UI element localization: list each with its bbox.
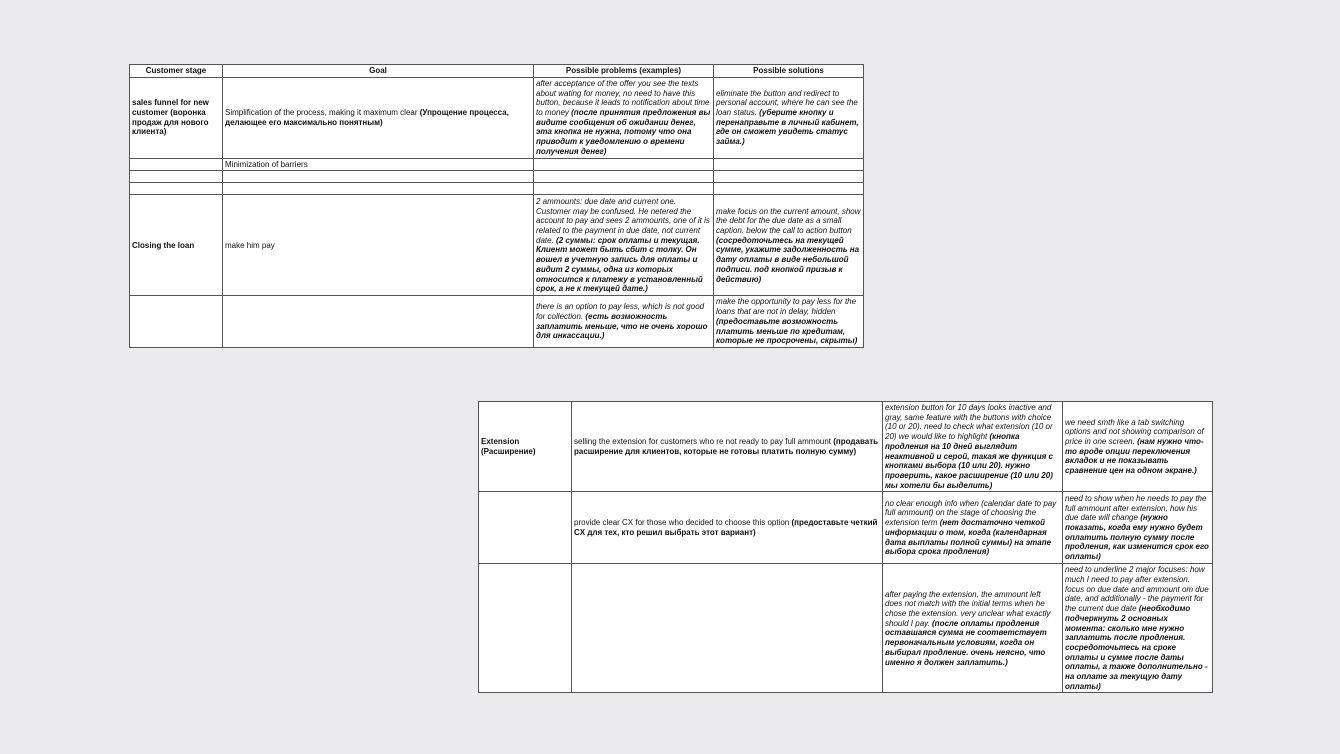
goal-text: selling the extension for customers who re not ready to pay full ammount — [574, 436, 832, 446]
solution-cell[interactable] — [714, 296, 864, 348]
problem-cell[interactable] — [534, 195, 714, 296]
solution-text: make focus on the current amount, show the debt for the due date as a small caption. below the call to action button — [716, 206, 861, 235]
goal-cell[interactable] — [223, 296, 534, 348]
goal-translation: (продавать расширение для клиентов, которые не готовы платить полную сумму) — [574, 436, 879, 456]
solution-cell[interactable] — [714, 158, 864, 171]
solution-translation: (нужно показать, когда ему нужно будет оплатить полную сумму после продления, как изменится срок его оплаты) — [1065, 513, 1209, 562]
header-row — [130, 65, 864, 78]
goal-cell[interactable] — [223, 183, 534, 195]
stage-cell[interactable]: sales funnel for new customer (воронка продаж для нового клиента) — [130, 77, 223, 158]
goal-cell[interactable] — [572, 564, 883, 693]
solution-cell[interactable] — [714, 171, 864, 183]
solution-text: we need smth like a tab switching options and not showing comparison of price in one screen. — [1065, 417, 1204, 446]
table-row — [130, 158, 864, 171]
solution-cell[interactable] — [1063, 564, 1213, 693]
goal-text: provide clear CX for those who decided to choose this option — [574, 518, 790, 528]
problem-text: after acceptance of the offer you see the texts about wating for money, no need to have this button, because it leads to notification about time to money — [536, 78, 710, 117]
table-row — [130, 195, 864, 296]
solution-cell[interactable] — [714, 195, 864, 296]
table-row — [130, 296, 864, 348]
table-row — [479, 564, 1213, 693]
problem-text: no clear enough info when (calendar date to pay full ammount) on the stage of choosing the extension term — [885, 498, 1057, 528]
problem-cell[interactable] — [534, 158, 714, 171]
solution-translation: (сосредоточьтесь на текущей сумме, укажите задолженность на дату оплаты в виде небольшой подписи. под кнопкой призыв к действию) — [716, 235, 860, 284]
problem-cell[interactable] — [534, 171, 714, 183]
solution-translation: (нам нужно что-то вроде опции переключения вкладок и не показывать сравнение цен на одном экране.) — [1065, 436, 1204, 476]
problem-cell[interactable] — [534, 296, 714, 348]
problem-translation: (2 суммы: срок оплаты и текущая. Клиент может быть сбит с толку. Он вошел в учетную запись для оплаты и видит 2 суммы, одна из которых относится к платежу в установленный срок, а не к текущей дате.) — [536, 235, 703, 294]
stage-cell[interactable] — [130, 296, 223, 348]
solution-translation: (необходимо подчеркнуть 2 основных момента: сколько мне нужно заплатить после продления. сосредоточьтесь на сроке оплаты и сумме после даты оплаты, а также дополнительно - на оплате за текущую дату оплаты) — [1065, 604, 1208, 691]
solution-text: make the opportunity to pay less for the loans that are not in delay, hidden — [716, 297, 857, 317]
solution-translation: (уберите кнопку и перенаправьте в личный кабинет, где он сможет увидеть статус займа.) — [716, 108, 859, 147]
customer-journey-table — [129, 64, 864, 348]
header-goal[interactable]: Goal — [223, 65, 534, 78]
solution-translation: (предоставьте возможность платить меньше по кредитам, которые не просрочены, скрыты) — [716, 316, 858, 346]
solution-cell[interactable] — [714, 77, 864, 158]
extension-table — [478, 401, 1213, 693]
stage-cell[interactable]: Closing the loan — [130, 195, 223, 296]
table-row — [130, 183, 864, 195]
solution-text: eliminate the button and redirect to personal account, where he can see the loan status. — [716, 88, 858, 117]
problem-translation: (после оплаты продления оставшаяся сумма не соответствует первоначальным условиям, когда он выбирал продление. очень неясно, что именно я должен заплатить.) — [885, 618, 1047, 667]
stage-cell[interactable] — [130, 171, 223, 183]
solution-cell[interactable] — [1063, 402, 1213, 492]
goal-translation: (предоставьте четкий CX для тех, кто решил выбрать этот вариант) — [574, 518, 878, 537]
problem-translation: (нет достаточно четкой информации о том, когда (календарная дата выплаты полной суммы) на этапе выбора срока продления) — [885, 518, 1052, 557]
goal-text: Simplification of the process, making it maximum clear — [225, 108, 418, 117]
stage-cell[interactable] — [479, 492, 572, 564]
problem-text: after paying the extension, the ammount left does not match with the initial terms when he chose the extension. very unclear what exactly should I pay. — [885, 589, 1051, 628]
stage-cell[interactable] — [130, 183, 223, 195]
problem-cell[interactable] — [534, 183, 714, 195]
goal-cell[interactable]: Minimization of barriers — [223, 158, 534, 171]
problem-cell[interactable] — [534, 77, 714, 158]
problem-cell[interactable] — [883, 402, 1063, 492]
solution-text: need to underline 2 major focuses: how much I need to pay after extension. focus on due date and ammount om due date, and additionally - the payment for the current due date — [1065, 565, 1209, 614]
problem-cell[interactable] — [883, 564, 1063, 693]
table-row — [130, 171, 864, 183]
header-possible-problems[interactable]: Possible problems (examples) — [534, 65, 714, 78]
goal-cell[interactable] — [223, 171, 534, 183]
goal-cell[interactable] — [572, 492, 883, 564]
goal-translation: (Упрощение процесса, делающее его максимально понятным) — [225, 108, 509, 127]
stage-cell[interactable] — [479, 564, 572, 693]
problem-translation: (есть возможность заплатить меньше, что не очень хорошо для инкассации.) — [536, 311, 708, 341]
header-possible-solutions[interactable]: Possible solutions — [714, 65, 864, 78]
goal-cell[interactable] — [572, 402, 883, 492]
solution-cell[interactable] — [714, 183, 864, 195]
table-row — [479, 492, 1213, 564]
stage-cell[interactable]: Extension (Расширение) — [479, 402, 572, 492]
goal-cell[interactable]: make him pay — [223, 195, 534, 296]
problem-translation: (кнопка продления на 10 дней выглядит неактивной и серой, такая же функция с кнопками выбора (10 или 20). нужно проверить, какое расширение (10 или 20) мы хотели бы выделить) — [885, 432, 1053, 490]
solution-text: need to show when he needs to pay the full ammount after extension, how his due date will change — [1065, 493, 1207, 523]
goal-cell[interactable] — [223, 77, 534, 158]
problem-translation: (после принятия предложения вы видите сообщения об ожидании денег, эта кнопка не нужна, потому что она приводит к уведомлению о времени получения денег) — [536, 108, 711, 156]
table-row — [130, 77, 864, 158]
problem-text: 2 ammounts: due date and current one. Customer may be confused. He netered the account to pay and sees 2 ammounts, one of it is related to the payment in due date, not current date. — [536, 196, 710, 245]
problem-text: extension button for 10 days looks inactive and gray, same feature with the buttons with choice (10 or 20). need to check what extension (10 or 20) we would like to highlight — [885, 403, 1053, 442]
header-customer-stage[interactable]: Customer stage — [130, 65, 223, 78]
solution-cell[interactable] — [1063, 492, 1213, 564]
stage-cell[interactable] — [130, 158, 223, 171]
problem-cell[interactable] — [883, 492, 1063, 564]
problem-text: there is an option to pay less, which is not good for collection. — [536, 302, 705, 321]
table-row — [479, 402, 1213, 492]
